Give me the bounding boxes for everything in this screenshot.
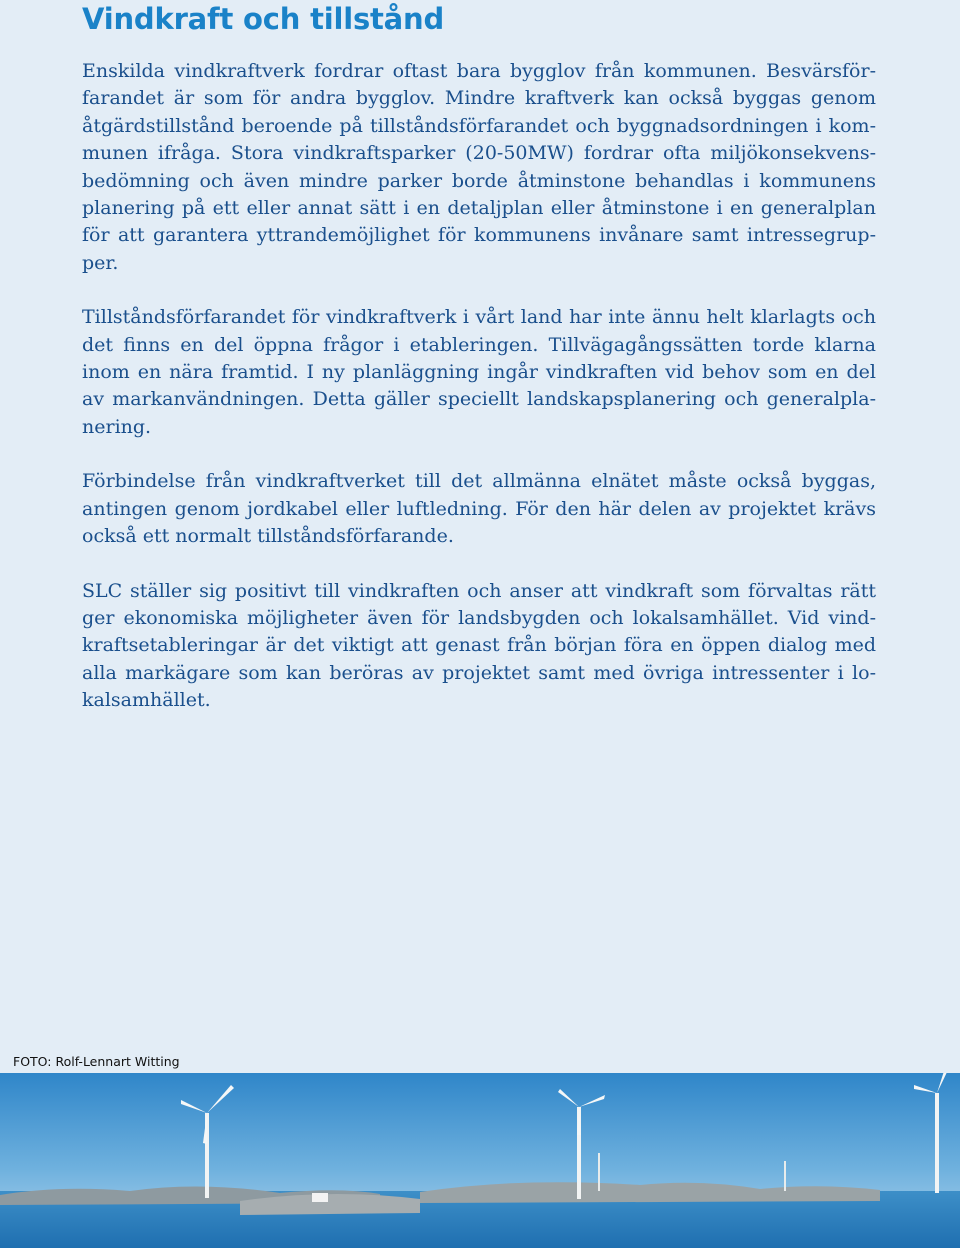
paragraph-1: Enskilda vindkraftverk fordrar oftast bara bygglov från kommunen. Besvärsförfarandet är som för andra bygglov. Mindre kraftverk kan också byggas genom åtgärdstillstånd beroende på tillståndsförfarandet och byggnadsordningen i kommunen ifråga. Stora vindkraftsparker (20-50MW) fordrar ofta miljökonsekvensbedömning och även mindre parker borde åtminstone behandlas i kommunens planering på ett eller annat sätt i en detaljplan eller åtminstone i en generalplan för att garantera yttrandemöjlighet för kommunens invånare samt intressegrupper. — [82, 60, 876, 274]
photo-credit: FOTO: Rolf-Lennart Witting — [13, 1054, 180, 1069]
paragraph-2: Tillståndsförfarandet för vindkraftverk i vårt land har inte ännu helt klarlagts och det finns en del öppna frågor i etableringen. Tillvägagångssätten torde klarna inom en nära framtid. I ny planläggning ingår vindkraften vid behov som en del av markanvändningen. Detta gäller speciellt landskapsplanering och generalplanering. — [82, 306, 876, 438]
article-body — [82, 58, 876, 742]
house-icon — [312, 1193, 328, 1202]
paragraph-3: Förbindelse från vindkraftverket till det allmänna elnätet måste också byggas, antingen genom jordkabel eller luftledning. För den här delen av projektet krävs också ett normalt tillståndsförfarande. — [82, 470, 876, 548]
paragraph-4: SLC ställer sig positivt till vindkraften och anser att vindkraft som förvaltas rätt ger ekonomiska möjligheter även för landsbygden och lokalsamhället. Vid vindkraftsetableringar är det viktigt att genast från början föra en öppen dialog med alla markägare som kan beröras av projektet samt med övriga intressenter i lokalsamhället. — [82, 579, 876, 712]
page-title: Vindkraft och tillstånd — [82, 2, 445, 36]
wind-turbine-photo — [0, 1073, 960, 1248]
